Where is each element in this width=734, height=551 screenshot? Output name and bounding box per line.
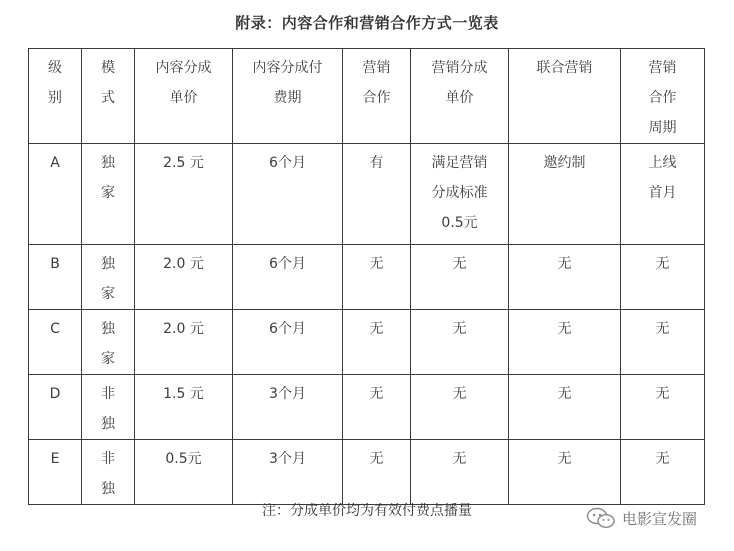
table-cell: 无 xyxy=(621,310,705,375)
watermark-text: 电影宣发圈 xyxy=(622,509,698,528)
table-cell: 无 xyxy=(411,375,509,440)
cooperation-table xyxy=(28,48,705,505)
table-cell: 2.0 元 xyxy=(135,245,233,310)
table-cell: 上线 首月 xyxy=(621,144,705,245)
table-cell: 2.5 元 xyxy=(135,144,233,245)
header-cell-content-unit-price: 内容分成 单价 xyxy=(135,49,233,144)
table-cell: 无 xyxy=(343,440,411,505)
table-cell: 独 家 xyxy=(82,144,135,245)
table-cell: 无 xyxy=(343,245,411,310)
table-cell: 无 xyxy=(621,375,705,440)
table-row xyxy=(29,375,705,440)
table-cell: 无 xyxy=(509,440,621,505)
table-cell: 邀约制 xyxy=(509,144,621,245)
table-cell: 独 家 xyxy=(82,310,135,375)
table-cell: 6个月 xyxy=(233,245,343,310)
table-cell: 非 独 xyxy=(82,440,135,505)
header-cell-content-payment-period: 内容分成付 费期 xyxy=(233,49,343,144)
table-cell: 1.5 元 xyxy=(135,375,233,440)
table-cell: C xyxy=(29,310,82,375)
page-title: 附录：内容合作和营销合作方式一览表 xyxy=(235,14,499,32)
table-cell: 无 xyxy=(509,375,621,440)
table-cell: 有 xyxy=(343,144,411,245)
table-header-row xyxy=(29,49,705,144)
table-cell: 无 xyxy=(411,245,509,310)
table-cell: E xyxy=(29,440,82,505)
table-cell: 独 家 xyxy=(82,245,135,310)
header-cell-marketing-unit-price: 营销分成 单价 xyxy=(411,49,509,144)
header-cell-marketing-period: 营销 合作 周期 xyxy=(621,49,705,144)
table-row xyxy=(29,144,705,245)
table-cell: 非 独 xyxy=(82,375,135,440)
table-row xyxy=(29,310,705,375)
table-cell: 0.5元 xyxy=(135,440,233,505)
table-cell: 3个月 xyxy=(233,375,343,440)
table-cell: 无 xyxy=(621,440,705,505)
watermark xyxy=(586,506,697,530)
table-cell: 满足营销 分成标准 0.5元 xyxy=(411,144,509,245)
table-cell: 无 xyxy=(509,310,621,375)
table-cell: 2.0 元 xyxy=(135,310,233,375)
table-cell: D xyxy=(29,375,82,440)
table-cell: 无 xyxy=(509,245,621,310)
table-row xyxy=(29,440,705,505)
header-cell-mode: 模 式 xyxy=(82,49,135,144)
table-row xyxy=(29,245,705,310)
header-cell-marketing-cooperation: 营销 合作 xyxy=(343,49,411,144)
table-cell: 无 xyxy=(343,375,411,440)
table-cell: 无 xyxy=(411,440,509,505)
header-cell-joint-marketing: 联合营销 xyxy=(509,49,621,144)
table-cell: 无 xyxy=(343,310,411,375)
footnote: 注：分成单价均为有效付费点播量 xyxy=(262,503,472,519)
table-cell: A xyxy=(29,144,82,245)
table-cell: 3个月 xyxy=(233,440,343,505)
wechat-icon xyxy=(586,506,616,530)
table-cell: 6个月 xyxy=(233,310,343,375)
table-cell: 无 xyxy=(621,245,705,310)
header-cell-level: 级 别 xyxy=(29,49,82,144)
table-cell: 无 xyxy=(411,310,509,375)
table-cell: 6个月 xyxy=(233,144,343,245)
table-cell: B xyxy=(29,245,82,310)
